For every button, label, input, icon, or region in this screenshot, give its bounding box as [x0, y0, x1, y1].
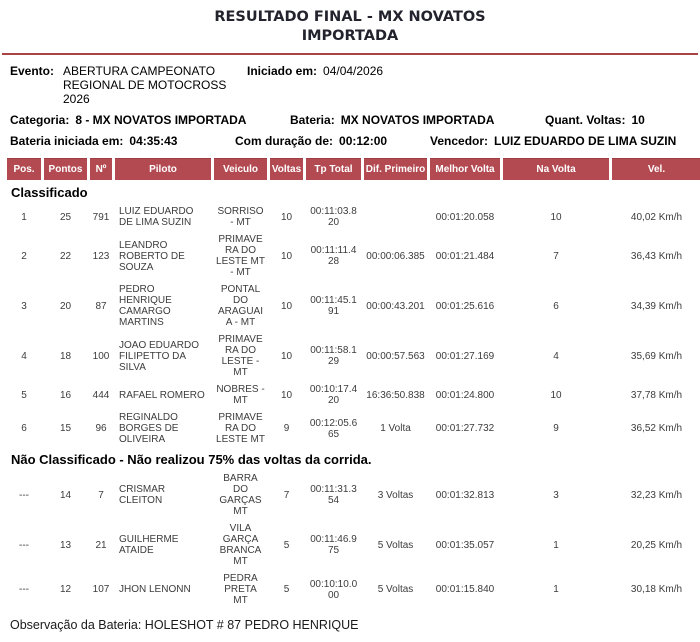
cell-veiculo: NOBRES - MT — [216, 384, 265, 406]
col-header-na-volta: Na Volta — [503, 158, 609, 180]
cell-numero: 21 — [95, 539, 107, 551]
cell-melhor-volta: 00:01:24.800 — [435, 389, 495, 401]
cell-na-volta: 4 — [553, 350, 559, 362]
col-header-veiculo: Veiculo — [214, 158, 267, 180]
cell-pos: 4 — [21, 350, 27, 362]
table-row — [7, 521, 700, 569]
cell-tp-total: 00:10:10.000 — [309, 578, 358, 601]
cell-veiculo: PEDRA PRETA MT — [223, 573, 258, 606]
cell-melhor-volta: 00:01:15.840 — [435, 584, 495, 595]
col-header-pos: Pos. — [7, 158, 41, 180]
cell-dif-primeiro: 16:36:50.838 — [366, 389, 425, 401]
cell-pos: 3 — [21, 300, 27, 312]
cell-pontos: 16 — [59, 389, 72, 401]
info-row-evento — [10, 64, 690, 106]
info-row-categoria — [10, 113, 690, 127]
cell-piloto: PEDRO HENRIQUE CAMARGO MARTINS — [119, 284, 172, 328]
cell-voltas: 5 — [283, 584, 290, 595]
cell-melhor-volta: 00:01:32.813 — [435, 489, 495, 501]
cell-voltas: 10 — [280, 350, 293, 362]
cell-numero: 444 — [92, 389, 110, 401]
cell-piloto: JOAO EDUARDO FILIPETTO DA SILVA — [119, 339, 200, 373]
cell-na-volta: 1 — [553, 539, 559, 551]
cell-dif-primeiro: 3 Voltas — [377, 489, 414, 501]
table-header-row — [7, 158, 700, 180]
iniciado-em-value: 04/04/2026 — [323, 64, 384, 78]
cell-numero: 87 — [95, 300, 107, 312]
duracao-value: 00:12:00 — [339, 134, 388, 148]
vencedor-label: Vencedor: — [430, 134, 489, 148]
col-header-pontos: Pontos — [44, 158, 87, 180]
table-row — [7, 410, 700, 447]
section-label: Não Classificado - Não realizou 75% das voltas da corrida. — [11, 452, 372, 467]
cell-pos: --- — [19, 489, 29, 501]
cell-voltas: 7 — [283, 489, 290, 501]
cell-numero: 123 — [92, 250, 110, 262]
bateria-label: Bateria: — [290, 113, 335, 127]
col-header-dif-primeiro: Dif. Primeiro — [364, 158, 427, 180]
cell-vel: 32,23 Km/h — [630, 489, 683, 501]
quant-voltas-value: 10 — [631, 113, 645, 127]
cell-vel: 34,39 Km/h — [630, 300, 683, 312]
duracao-label: Com duração de: — [235, 134, 334, 148]
cell-voltas: 5 — [283, 539, 290, 551]
cell-vel: 37,78 Km/h — [630, 389, 683, 401]
cell-tp-total: 00:12:05.665 — [309, 417, 358, 440]
cell-vel: 40,02 Km/h — [630, 211, 683, 223]
cell-melhor-volta: 00:01:27.732 — [435, 423, 495, 434]
table-row — [7, 382, 700, 408]
cell-veiculo: PONTAL DO ARAGUAIA - MT — [217, 284, 263, 328]
cell-voltas: 10 — [280, 211, 293, 223]
cell-numero: 96 — [95, 423, 107, 434]
cell-veiculo: SORRISO - MT — [217, 206, 264, 228]
cell-veiculo: BARRA DO GARÇAS MT — [219, 473, 262, 517]
iniciado-em-label: Iniciado em: — [247, 64, 318, 78]
quant-voltas-label: Quant. Voltas: — [545, 113, 626, 127]
page-title: RESULTADO FINAL - MX NOVATOS IMPORTADA — [214, 9, 486, 44]
col-header-voltas: Voltas — [270, 158, 303, 180]
cell-pos: 2 — [21, 250, 27, 262]
cell-na-volta: 6 — [553, 300, 559, 312]
cell-pontos: 14 — [59, 489, 72, 501]
col-header-vel: Vel. — [612, 158, 700, 180]
cell-tp-total: 00:11:58.129 — [310, 345, 357, 367]
section-row — [7, 182, 700, 202]
bateria-iniciada-label: Bateria iniciada em: — [10, 134, 124, 148]
info-row-bateria-iniciada — [10, 134, 690, 148]
col-header-numero: Nº — [90, 158, 112, 180]
cell-dif-primeiro: 5 Voltas — [377, 539, 414, 551]
cell-numero: 107 — [92, 584, 110, 595]
cell-melhor-volta: 00:01:20.058 — [435, 211, 495, 223]
section-row — [7, 449, 700, 469]
cell-na-volta: 9 — [553, 423, 559, 434]
cell-tp-total: 00:11:11.428 — [310, 245, 357, 267]
col-header-piloto: Piloto — [115, 158, 211, 180]
table-row — [7, 232, 700, 280]
cell-vel: 36,43 Km/h — [630, 250, 683, 262]
cell-pontos: 18 — [59, 350, 72, 362]
cell-pontos: 25 — [59, 211, 72, 223]
cell-pontos: 22 — [59, 250, 72, 262]
table-row — [7, 471, 700, 519]
cell-na-volta: 10 — [550, 389, 562, 401]
cell-vel: 30,18 Km/h — [630, 584, 683, 595]
cell-numero: 791 — [92, 211, 110, 223]
cell-piloto: LUIZ EDUARDO DE LIMA SUZIN — [119, 206, 194, 228]
cell-piloto: CRISMAR CLEITON — [119, 484, 166, 506]
cell-pontos: 15 — [59, 423, 72, 434]
table-row — [7, 332, 700, 380]
cell-piloto: GUILHERME ATAIDE — [119, 534, 179, 556]
cell-pontos: 13 — [59, 539, 72, 551]
cell-dif-primeiro: 00:00:43.201 — [366, 300, 425, 312]
cell-dif-primeiro: 00:00:06.385 — [366, 250, 425, 262]
vencedor-value: LUIZ EDUARDO DE LIMA SUZIN — [494, 134, 677, 148]
cell-dif-primeiro: 5 Voltas — [377, 584, 414, 595]
cell-voltas: 10 — [280, 250, 293, 262]
cell-piloto: LEANDRO ROBERTO DE SOUZA — [119, 239, 185, 273]
cell-tp-total: 00:10:17.420 — [309, 384, 358, 406]
cell-veiculo: PRIMAVERA DO LESTE MT — [216, 412, 265, 445]
cell-na-volta: 10 — [550, 211, 562, 223]
cell-pos: 5 — [21, 389, 27, 401]
bateria-value: MX NOVATOS IMPORTADA — [340, 113, 495, 127]
cell-tp-total: 00:11:45.191 — [310, 295, 357, 317]
cell-dif-primeiro — [364, 204, 427, 230]
observacao-bateria: Observação da Bateria: HOLESHOT # 87 PEDRO HENRIQUE — [10, 618, 359, 632]
evento-value: ABERTURA CAMPEONATO REGIONAL DE MOTOCROSS 2026 — [63, 64, 227, 106]
evento-label: Evento: — [10, 64, 55, 78]
bateria-iniciada-value: 04:35:43 — [129, 134, 178, 148]
cell-numero: 100 — [92, 350, 110, 362]
cell-pos: --- — [19, 539, 29, 551]
cell-vel: 35,69 Km/h — [630, 350, 683, 362]
cell-numero: 7 — [98, 489, 104, 501]
col-header-melhor-volta: Melhor Volta — [430, 158, 500, 180]
cell-veiculo: VILA GARÇA BRANCA MT — [219, 523, 262, 567]
cell-veiculo: PRIMAVERA DO LESTE MT - MT — [216, 234, 265, 278]
categoria-value: 8 - MX NOVATOS IMPORTADA — [75, 113, 247, 127]
cell-tp-total: 00:11:31.354 — [310, 484, 357, 506]
categoria-label: Categoria: — [10, 113, 70, 127]
cell-pontos: 20 — [59, 300, 72, 312]
cell-voltas: 10 — [280, 300, 293, 312]
cell-piloto: RAFAEL ROMERO — [119, 389, 205, 401]
cell-na-volta: 7 — [553, 250, 559, 262]
cell-na-volta: 1 — [553, 584, 559, 595]
cell-melhor-volta: 00:01:35.057 — [435, 539, 495, 551]
col-header-tp-total: Tp Total — [306, 158, 361, 180]
table-row — [7, 571, 700, 608]
cell-melhor-volta: 00:01:21.484 — [435, 250, 495, 262]
cell-dif-primeiro: 00:00:57.563 — [366, 350, 425, 362]
cell-voltas: 9 — [283, 423, 290, 434]
cell-pontos: 12 — [59, 584, 72, 595]
cell-na-volta: 3 — [553, 489, 559, 501]
cell-melhor-volta: 00:01:27.169 — [435, 350, 495, 362]
cell-veiculo: PRIMAVERA DO LESTE - MT — [218, 334, 263, 378]
section-label: Classificado — [11, 185, 88, 200]
cell-pos: 1 — [21, 211, 27, 223]
cell-tp-total: 00:11:46.975 — [310, 534, 357, 556]
race-info — [2, 55, 698, 148]
cell-piloto: JHON LENONN — [119, 584, 191, 595]
cell-tp-total: 00:11:03.820 — [310, 206, 357, 228]
cell-pos: --- — [19, 584, 29, 595]
cell-dif-primeiro: 1 Volta — [380, 423, 411, 434]
cell-pos: 6 — [21, 423, 27, 434]
table-row — [7, 282, 700, 330]
table-row — [7, 204, 700, 230]
cell-melhor-volta: 00:01:25.616 — [435, 300, 495, 312]
cell-voltas: 10 — [280, 389, 293, 401]
cell-vel: 20,25 Km/h — [630, 539, 683, 551]
cell-piloto: REGINALDO BORGES DE OLIVEIRA — [119, 412, 179, 445]
cell-vel: 36,52 Km/h — [630, 423, 683, 434]
